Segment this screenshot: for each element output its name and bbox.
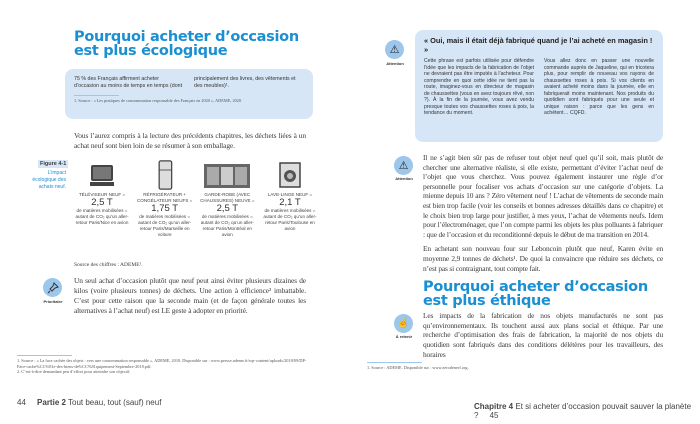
- footnotes: [17, 358, 307, 375]
- footnote: 1. Source : « La face cachée des objets : vers une consommation responsable », ADEME, 2018. Disponible sur : www.presse.ademe.fr/wp-content/uploads/2018/09/DP-Face-cache%CC%81e-des-biens-de%CC%81quipement-Septembre-2018.pdf.: [17, 358, 307, 369]
- figure-item-value: 2,5 T: [216, 203, 239, 214]
- footnote-right: 1. Source : ADEME. Disponible sur : www.zerodenerf.org.: [367, 365, 469, 371]
- figure-item-value: 2,5 T: [91, 197, 113, 208]
- footer-right: [474, 402, 700, 420]
- figure-item-name: RÉFRIGÉRATEUR + CONGÉLATEUR NEUFS =: [136, 192, 193, 203]
- figure-4-1: [72, 160, 320, 238]
- chapter-title: Et si acheter d’occasion pouvait sauver la planète ?: [474, 402, 692, 420]
- chapter-label: Chapitre 4: [474, 402, 514, 411]
- figure-item-value: 2,1 T: [279, 197, 301, 208]
- attention-block: [395, 153, 663, 239]
- part-title: Tout beau, tout (sauf) neuf: [68, 398, 162, 407]
- footer-left: [17, 398, 161, 407]
- figure-item: [197, 160, 257, 238]
- attention-label: Attention: [395, 176, 413, 181]
- page-number: 45: [489, 411, 499, 420]
- remember-block: [395, 311, 663, 359]
- priority-label: Prioritaire: [43, 299, 63, 304]
- fridge-icon: [150, 160, 180, 190]
- callout-col-2: Vous allez donc en passer une nouvelle commande auprès de Jaqueline, qui en tricotera plus, pour remplir de nouveau vos rayons de chaussettes roses à pois. Si vos clients en avaient acheté moins dans la journée, elle en fabriquerait moins maintenant. Nos produits du quotidien sont fabriqués pour une seule et unique raison : parce que les gens en achètent… CQFD.: [544, 58, 654, 116]
- footnote: 2. C’est-à-dire demandant peu d’effort pour atteindre son objectif.: [17, 369, 131, 374]
- pin-icon: [43, 278, 62, 297]
- section-title-ethique: Pourquoi acheter d’occasion est plus éthique: [423, 279, 648, 310]
- tv-icon: [87, 160, 117, 190]
- figure-source: Source des chiffres : ADEME¹.: [74, 262, 143, 268]
- figure-item-name: TÉLÉVISEUR NEUF =: [78, 192, 126, 197]
- attention-paragraph: Il ne s’agit bien sûr pas de refuser tout objet neuf quel qu’il soit, mais plutôt de chercher une alternative réaliste, si elle existe, permettant d’éviter l’achat neuf de l’objet que vous cherchez. Vous pouvez également instaurer une règle d’or personnelle pour focaliser vos achats d’occasion sur une catégorie d’objets. La mienne depuis 10 ans ? Zéro vêtement neuf ! L’achat de vêtements de seconde main est bien trop facile (voir les conseils et bonnes adresses détaillés dans ce chapitre) et le choix bien trop large pour justifier, à mes yeux, l’achat de vêtements neufs. Idem pour l’électroménager, que l’on compte parmi les objets les plus polluants à fabriquer : que de l’occasion et du reconditionné depuis le début de ma transition en 2014.: [423, 153, 663, 239]
- figure-item-desc: de matières mobilisées = autant de CO₂ qu’un aller-retour Paris/Nice en avion: [75, 208, 129, 225]
- remember-paragraph: Les impacts de la fabrication de nos objets manufacturés ne sont pas qu’environnementaux. Ils touchent aussi aux plans social et éthique. Par une recherche d’optimisation des frais de fabrication, la majorité de nos objets du quotidien sont fabriqués dans des conditions délétères pour les travailleurs, des horaires: [423, 311, 663, 359]
- callout-col-1: 75 % des Français affirment acheter d’occasion au moins de temps en temps (dont: [74, 76, 183, 89]
- figure-item: [260, 160, 320, 238]
- priority-paragraph: Un seul achat d’occasion plutôt que neuf peut ainsi éviter plusieurs dizaines de kilos (voire plusieurs tonnes) de déchets. Une action à efficience² imbattable. C’est pour cette raison que la seconde main (et de façon générale toutes les alternatives à l’achat neuf) est LE geste à adopter en priorité.: [74, 276, 306, 315]
- intro-paragraph: Vous l’aurez compris à la lecture des précédents chapitres, les déchets liées à un achat neuf sont bien loin de se résumer à son emballage.: [74, 131, 306, 150]
- right-page-flow: [367, 153, 663, 371]
- figure-item-desc: de matières mobilisées = autant de CO₂ qu’un aller-retour Paris/Toulouse en avion: [263, 208, 317, 231]
- callout-col-2: principalement des livres, des vêtements et des meubles)¹.: [194, 76, 296, 89]
- figure-label: Figure 4-1: [40, 161, 67, 167]
- figure-item-desc: de matières mobilisées = autant de CO₂ qu’un aller-retour Paris/Marseille en voiture: [138, 214, 192, 237]
- wardrobe-icon: [203, 160, 251, 190]
- remember-label: À retenir: [395, 334, 413, 340]
- karen-paragraph: En achetant son nouveau four sur Leboncoin plutôt que neuf, Karen évite en moyenne 2,9 tonnes de déchets¹. De quoi la convaincre que réduire ses déchets, ce n’est pas si contraignant, tout compte fait.: [423, 244, 663, 273]
- warning-icon: ⚠: [385, 40, 404, 59]
- figure-item-name: GARDE-ROBE (AVEC CHAUSSURES) NEUVE =: [200, 192, 255, 203]
- stat-callout: [65, 69, 313, 119]
- hand-pointer-icon: ☝: [394, 314, 413, 333]
- part-label: Partie 2: [37, 398, 66, 407]
- quote-callout: [415, 30, 663, 142]
- figure-item: [135, 160, 195, 238]
- figure-item: [72, 160, 132, 238]
- callout-title: « Oui, mais il était déjà fabriqué quand je l’ai acheté en magasin ! »: [424, 36, 653, 54]
- attention-label: Attention: [386, 61, 404, 66]
- warning-icon: ⚠: [394, 156, 413, 175]
- figure-item-name: LAVE-LINGE NEUF =: [267, 192, 313, 197]
- figure-item-desc: de matières mobilisées = autant de CO₂ qu’un aller-retour Paris/Montréal en avion: [200, 214, 254, 237]
- figure-item-value: 1,75 T: [151, 203, 179, 214]
- page-number: 44: [17, 398, 26, 407]
- washing-machine-icon: [275, 160, 305, 190]
- section-title-ecologique: Pourquoi acheter d’occasion est plus écologique: [74, 29, 299, 59]
- callout-col-1: Cette phrase est parfois utilisée pour défendre l’idée que les impacts de la fabrication de l’objet ne devraient pas être imputés à l’acheteur. Pour comprendre en quoi cette idée ne tient pas la route, imaginez-vous en directeur de magasin de chaussettes (vous en avez toujours rêvé, non ?). À la fin de la journée, vous avez vendu presque toutes vos chaussettes roses à pois, la tendance du moment.: [424, 58, 534, 116]
- callout-footnote: 1. Source : « Les pratiques de consommation responsable des Français en 2020 », ADEME, 2020.: [74, 98, 243, 104]
- figure-caption: L’impact écologique des achats neuf.: [32, 170, 66, 190]
